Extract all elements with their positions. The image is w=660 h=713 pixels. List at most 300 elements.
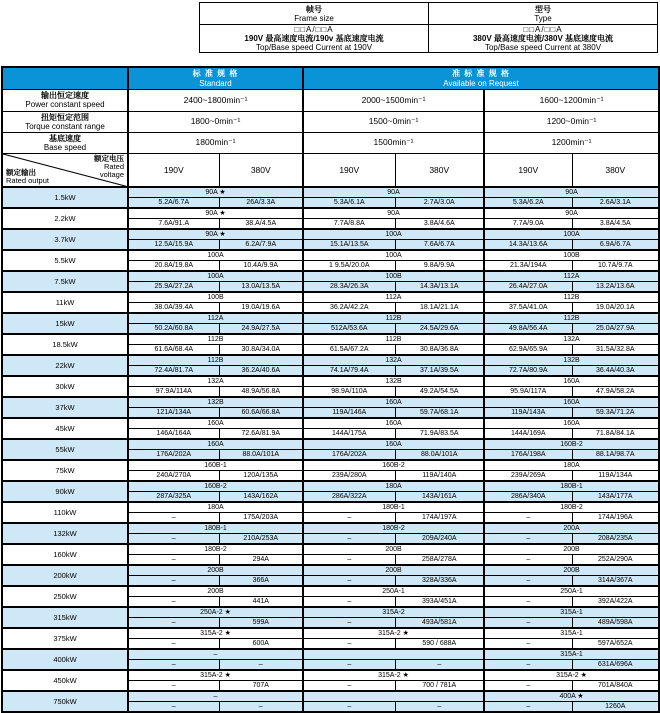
current-cell: 19.0A/20.1A xyxy=(572,303,659,314)
frame-size-cell: 160A xyxy=(484,418,659,429)
torque-constant-range-label xyxy=(2,111,128,132)
current-cell: 10.4A/9.9A xyxy=(219,261,303,272)
frame-size-cell: 315A-2 ★ xyxy=(484,670,659,681)
frame-size-cell: 132A xyxy=(484,334,659,345)
frame-size-row xyxy=(2,649,659,660)
current-cell: 120A/135A xyxy=(219,471,303,482)
base-speed-cn: 基底速度 xyxy=(49,133,81,143)
voltage-col-4: 380V xyxy=(395,153,484,187)
current-cell: 88.1A/98.7A xyxy=(572,450,659,461)
frame-size-cell: 160A xyxy=(128,439,303,450)
frame-size-row xyxy=(2,691,659,702)
frame-size-title-cn: 帧号 xyxy=(306,4,322,14)
frame-size-cell: 200B xyxy=(128,586,303,597)
current-cell: 36.2A/42.2A xyxy=(303,303,395,314)
frame-size-row xyxy=(2,481,659,492)
current-cell: – xyxy=(303,555,395,566)
frame-size-cell: 90A xyxy=(303,208,484,219)
current-cell: – xyxy=(128,660,219,671)
current-cell: 314A/367A xyxy=(572,576,659,587)
frame-size-row xyxy=(2,229,659,240)
current-cell: 30.8A/36.8A xyxy=(395,345,484,356)
frame-size-cell: 100A xyxy=(128,271,303,282)
frame-size-row xyxy=(2,208,659,219)
rated-output-value: 11kW xyxy=(2,292,128,313)
rated-output-value: 200kW xyxy=(2,565,128,586)
frame-size-row xyxy=(2,292,659,303)
frame-size-cell: 132B xyxy=(128,397,303,408)
current-cell: – xyxy=(484,660,572,671)
frame-size-cell: 160A xyxy=(303,439,484,450)
rated-output-en: Rated output xyxy=(6,176,49,185)
current-cell: 119A/140A xyxy=(395,471,484,482)
torque-constant-range-en: Torque constant range xyxy=(25,121,105,131)
current-cell: – xyxy=(484,681,572,692)
current-cell: – xyxy=(484,534,572,545)
torque-range-request-2: 1200~0min⁻¹ xyxy=(484,111,659,132)
frame-size-cell: 180A xyxy=(484,460,659,471)
base-speed-label xyxy=(2,132,128,153)
current-cell: 59.3A/71.2A xyxy=(572,408,659,419)
current-cell: 143A/162A xyxy=(219,492,303,503)
current-cell: 176A/202A xyxy=(128,450,219,461)
diagonal-corner-cell xyxy=(2,153,128,187)
frame-size-cell: 132B xyxy=(484,355,659,366)
frame-size-row xyxy=(2,607,659,618)
current-cell: – xyxy=(303,639,395,650)
current-cell: 258A/278A xyxy=(395,555,484,566)
current-cell: 6.2A/7.9A xyxy=(219,240,303,251)
rated-output-label xyxy=(6,169,49,186)
frame-size-cell: 112A xyxy=(484,271,659,282)
current-cell: 144A/175A xyxy=(303,429,395,440)
current-cell: 590 / 688A xyxy=(395,639,484,650)
type-desc-en: Top/Base speed Current at 380V xyxy=(484,43,602,52)
frame-size-cell: 132A xyxy=(303,355,484,366)
rated-output-value: 750kW xyxy=(2,691,128,712)
voltage-col-5: 190V xyxy=(484,153,572,187)
current-cell: 7.6A/6.7A xyxy=(395,240,484,251)
rated-output-value: 7.5kW xyxy=(2,271,128,292)
current-cell: 294A xyxy=(219,555,303,566)
current-cell: – xyxy=(484,555,572,566)
current-cell: 143A/177A xyxy=(572,492,659,503)
current-cell: 62.9A/65.9A xyxy=(484,345,572,356)
frame-size-cell: 160B-2 xyxy=(128,481,303,492)
current-cell: 20.8A/19.8A xyxy=(128,261,219,272)
type-desc-cn: 380V 最高速度电流/380V 基底速度电流 xyxy=(472,34,614,43)
frame-size-row xyxy=(2,670,659,681)
current-cell: 71.8A/84.1A xyxy=(572,429,659,440)
current-cell: – xyxy=(219,660,303,671)
current-cell: 5.2A/6.7A xyxy=(128,198,219,209)
current-cell: 209A/240A xyxy=(395,534,484,545)
rated-voltage-en2: voltage xyxy=(99,170,124,179)
current-cell: – xyxy=(484,639,572,650)
rated-output-value: 110kW xyxy=(2,502,128,523)
base-speed-en: Base speed xyxy=(43,142,87,152)
current-cell: – xyxy=(303,576,395,587)
frame-size-cell: 100A xyxy=(484,229,659,240)
current-cell: – xyxy=(219,702,303,713)
current-cell: 12.5A/15.9A xyxy=(128,240,219,251)
group-on-request-cn: 准 标 准 规 格 xyxy=(452,68,510,78)
current-cell: 176A/202A xyxy=(303,450,395,461)
frame-size-cell: 160A xyxy=(303,418,484,429)
power-speed-request-1: 2000~1500min⁻¹ xyxy=(303,89,484,111)
legend-type-title xyxy=(429,3,657,24)
current-cell: 1 9.5A/20.0A xyxy=(303,261,395,272)
voltage-col-1: 190V xyxy=(128,153,219,187)
current-cell: – xyxy=(484,597,572,608)
current-cell: 25.9A/27.2A xyxy=(128,282,219,293)
current-cell: 48.9A/56.8A xyxy=(219,387,303,398)
current-cell: 599A xyxy=(219,618,303,629)
current-cell: 143A/161A xyxy=(395,492,484,503)
type-title-cn: 型号 xyxy=(535,4,551,14)
frame-size-cell: 112B xyxy=(128,334,303,345)
current-cell: 98.9A/110A xyxy=(303,387,395,398)
frame-size-cell: 315A-2 ★ xyxy=(303,670,484,681)
frame-size-row xyxy=(2,334,659,345)
frame-size-cell: 90A xyxy=(303,187,484,198)
current-cell: 13.0A/13.5A xyxy=(219,282,303,293)
frame-size-cell: 250A-2 ★ xyxy=(128,607,303,618)
frame-size-cell: 180B-2 xyxy=(484,502,659,513)
current-cell: – xyxy=(128,513,219,524)
frame-size-cell: 100B xyxy=(484,250,659,261)
voltage-col-6: 380V xyxy=(572,153,659,187)
current-cell: 25.0A/27.9A xyxy=(572,324,659,335)
frame-size-row xyxy=(2,628,659,639)
frame-size-row xyxy=(2,565,659,576)
rated-output-value: 75kW xyxy=(2,460,128,481)
frame-size-row xyxy=(2,418,659,429)
current-cell: – xyxy=(128,618,219,629)
current-cell: 97.9A/114A xyxy=(128,387,219,398)
current-cell: 60.6A/66.8A xyxy=(219,408,303,419)
current-cell: 441A xyxy=(219,597,303,608)
current-cell: 175A/203A xyxy=(219,513,303,524)
legend-title-row xyxy=(200,3,657,25)
current-cell: 13.2A/13.6A xyxy=(572,282,659,293)
current-cell: 30.8A/34.0A xyxy=(219,345,303,356)
power-speed-request-2: 1600~1200min⁻¹ xyxy=(484,89,659,111)
power-constant-speed-cn: 输出恒定速度 xyxy=(41,91,89,100)
frame-size-cell: 160B-2 xyxy=(303,460,484,471)
current-cell: 15.1A/13.5A xyxy=(303,240,395,251)
current-cell: 95.9A/117A xyxy=(484,387,572,398)
frame-size-row xyxy=(2,355,659,366)
rated-output-value: 55kW xyxy=(2,439,128,460)
frame-size-row xyxy=(2,250,659,261)
current-cell: 7.7A/9.0A xyxy=(484,219,572,230)
torque-range-request-1: 1500~0min⁻¹ xyxy=(303,111,484,132)
current-cell: – xyxy=(395,702,484,713)
frame-size-row xyxy=(2,187,659,198)
frame-size-row xyxy=(2,523,659,534)
frame-size-cell: 90A xyxy=(484,187,659,198)
current-cell: 489A/598A xyxy=(572,618,659,629)
current-cell: 9.8A/9.9A xyxy=(395,261,484,272)
frame-size-row xyxy=(2,397,659,408)
rated-output-value: 132kW xyxy=(2,523,128,544)
current-cell: 31.5A/32.8A xyxy=(572,345,659,356)
current-cell: – xyxy=(128,576,219,587)
legend-frame-size-title xyxy=(200,3,429,24)
frame-size-cell: 100B xyxy=(128,292,303,303)
current-cell: – xyxy=(303,618,395,629)
current-cell: – xyxy=(303,681,395,692)
legend-frame-size-desc xyxy=(200,25,429,52)
current-cell: 239A/269A xyxy=(484,471,572,482)
current-cell: 2.6A/3.1A xyxy=(572,198,659,209)
current-cell: 7.7A/8.8A xyxy=(303,219,395,230)
rated-output-value: 315kW xyxy=(2,607,128,628)
current-cell: – xyxy=(128,597,219,608)
frame-size-row xyxy=(2,271,659,282)
frame-size-cell: 200B xyxy=(128,565,303,576)
frame-size-cell: 160B-2 xyxy=(484,439,659,450)
rated-output-value: 450kW xyxy=(2,670,128,691)
frame-size-cell: 180B-2 xyxy=(128,544,303,555)
frame-size-cell: 100B xyxy=(303,271,484,282)
current-cell: 74.1A/79.4A xyxy=(303,366,395,377)
rated-output-value: 160kW xyxy=(2,544,128,565)
frame-size-cell: – xyxy=(128,649,303,660)
current-cell: 631A/696A xyxy=(572,660,659,671)
current-cell: 72.6A/81.9A xyxy=(219,429,303,440)
current-cell: 252A/290A xyxy=(572,555,659,566)
frame-size-cell: 112B xyxy=(128,355,303,366)
current-cell: 18.1A/21.1A xyxy=(395,303,484,314)
current-cell: 512A/53.6A xyxy=(303,324,395,335)
rated-output-value: 30kW xyxy=(2,376,128,397)
frame-size-cell: 315A-2 ★ xyxy=(303,628,484,639)
current-cell: 38.A/4.5A xyxy=(219,219,303,230)
frame-size-cell: 90A ★ xyxy=(128,229,303,240)
rated-output-value: 15kW xyxy=(2,313,128,334)
frame-size-cell: 180B-1 xyxy=(128,523,303,534)
current-cell: – xyxy=(303,513,395,524)
legend-desc-row xyxy=(200,25,657,52)
frame-size-cell: 132B xyxy=(303,376,484,387)
voltage-col-2: 380V xyxy=(219,153,303,187)
frame-size-cell: 132A xyxy=(128,376,303,387)
current-cell: 208A/235A xyxy=(572,534,659,545)
current-cell: – xyxy=(303,660,395,671)
frame-size-desc-cn: 190V 最高速度电流/190v 基底速度电流 xyxy=(244,34,384,43)
rated-output-value: 2.2kW xyxy=(2,208,128,229)
frame-size-cell: 100A xyxy=(128,250,303,261)
power-constant-speed-row xyxy=(2,89,659,111)
current-cell: 28.3A/26.3A xyxy=(303,282,395,293)
frame-size-cell: 100A xyxy=(303,250,484,261)
frame-size-row xyxy=(2,313,659,324)
frame-size-cell: 100A xyxy=(303,229,484,240)
current-cell: 119A/146A xyxy=(303,408,395,419)
frame-size-cell: 112B xyxy=(303,313,484,324)
frame-size-cell: 180B-2 xyxy=(303,523,484,534)
rated-output-cn: 额定输出 xyxy=(6,167,36,177)
current-cell: – xyxy=(128,555,219,566)
current-cell: 119A/134A xyxy=(572,471,659,482)
current-cell: 600A xyxy=(219,639,303,650)
frame-size-cell: 200B xyxy=(303,544,484,555)
current-cell: 88.0A/101A xyxy=(395,450,484,461)
frame-size-cell: 112A xyxy=(128,313,303,324)
frame-size-cell: 250A-1 xyxy=(484,586,659,597)
base-speed-standard: 1800min⁻¹ xyxy=(128,132,303,153)
rated-output-value: 250kW xyxy=(2,586,128,607)
rated-output-value: 1.5kW xyxy=(2,187,128,208)
current-cell: 240A/270A xyxy=(128,471,219,482)
frame-size-cell: 112B xyxy=(484,313,659,324)
current-cell: 24.5A/29.6A xyxy=(395,324,484,335)
current-cell: 144A/169A xyxy=(484,429,572,440)
current-cell: 3.8A/4.5A xyxy=(572,219,659,230)
frame-size-cell: 160A xyxy=(303,397,484,408)
current-cell: 61.6A/68.4A xyxy=(128,345,219,356)
frame-size-cell: 160A xyxy=(484,376,659,387)
power-constant-speed-label xyxy=(2,89,128,111)
frame-size-cell: 315A-2 ★ xyxy=(128,628,303,639)
frame-size-cell: 112B xyxy=(303,334,484,345)
group-on-request-en: Available on Request xyxy=(443,78,519,88)
current-cell: 61.5A/67.2A xyxy=(303,345,395,356)
frame-size-cell: 200B xyxy=(303,565,484,576)
frame-size-cell: 160A xyxy=(484,397,659,408)
current-cell: 72.7A/80.9A xyxy=(484,366,572,377)
current-cell: 239A/280A xyxy=(303,471,395,482)
frame-size-cell: 180A xyxy=(128,502,303,513)
rated-output-value: 37kW xyxy=(2,397,128,418)
current-cell: 7.6A/91.A xyxy=(128,219,219,230)
current-cell: 37.5A/41.0A xyxy=(484,303,572,314)
current-cell: 119A/143A xyxy=(484,408,572,419)
current-cell: – xyxy=(128,639,219,650)
rated-output-value: 400kW xyxy=(2,649,128,670)
current-cell: 47.9A/58.2A xyxy=(572,387,659,398)
current-cell: 24.9A/27.5A xyxy=(219,324,303,335)
rated-output-value: 375kW xyxy=(2,628,128,649)
current-cell: 36.2A/40.6A xyxy=(219,366,303,377)
rated-voltage-cn: 额定电压 xyxy=(94,153,124,163)
torque-constant-range-cn: 扭矩恒定范围 xyxy=(41,112,89,122)
group-standard-cn: 标 准 规 格 xyxy=(192,68,239,78)
current-cell: 366A xyxy=(219,576,303,587)
power-speed-standard: 2400~1800min⁻¹ xyxy=(128,89,303,111)
frame-size-desc-en: Top/Base speed Current at 190V xyxy=(255,43,373,52)
frame-size-cell: 400A ★ xyxy=(484,691,659,702)
current-cell: 71.9A/83.5A xyxy=(395,429,484,440)
rated-output-value: 5.5kW xyxy=(2,250,128,271)
current-cell: 701A/840A xyxy=(572,681,659,692)
current-cell: 59.7A/68.1A xyxy=(395,408,484,419)
spec-table xyxy=(1,66,660,713)
frame-size-cell: 90A ★ xyxy=(128,208,303,219)
rated-voltage-label xyxy=(94,155,124,180)
current-cell: 37.1A/39.5A xyxy=(395,366,484,377)
frame-size-cell: 112B xyxy=(484,292,659,303)
current-cell: 493A/581A xyxy=(395,618,484,629)
frame-size-cell: 200A xyxy=(484,523,659,534)
frame-size-cell: 250A-1 xyxy=(303,586,484,597)
torque-range-standard: 1800~0min⁻¹ xyxy=(128,111,303,132)
base-speed-request-2: 1200min⁻¹ xyxy=(484,132,659,153)
current-cell: 26A/3.3A xyxy=(219,198,303,209)
current-cell: 14.3A/13.1A xyxy=(395,282,484,293)
current-cell: – xyxy=(128,702,219,713)
current-cell: 392A/422A xyxy=(572,597,659,608)
rated-output-value: 22kW xyxy=(2,355,128,376)
current-cell: 38.0A/39.4A xyxy=(128,303,219,314)
current-cell: – xyxy=(484,513,572,524)
frame-size-cell: – xyxy=(128,691,303,702)
current-cell: 88.0A/101A xyxy=(219,450,303,461)
frame-size-cell: 160A xyxy=(128,418,303,429)
voltage-header-row xyxy=(2,153,659,187)
current-cell: – xyxy=(395,660,484,671)
base-speed-request-1: 1500min⁻¹ xyxy=(303,132,484,153)
current-cell: 700 / 781A xyxy=(395,681,484,692)
group-on-request xyxy=(303,67,659,89)
frame-size-cell xyxy=(303,691,484,702)
current-cell: 597A/652A xyxy=(572,639,659,650)
frame-size-cell: 315A-2 ★ xyxy=(128,670,303,681)
current-cell: 1260A xyxy=(572,702,659,713)
current-cell: 6.9A/6.7A xyxy=(572,240,659,251)
frame-size-row xyxy=(2,586,659,597)
current-cell: 121A/134A xyxy=(128,408,219,419)
legend-box xyxy=(199,2,658,53)
frame-size-row xyxy=(2,460,659,471)
current-cell: 3.8A/4.6A xyxy=(395,219,484,230)
frame-size-cell: 180B-1 xyxy=(484,481,659,492)
current-cell: 146A/164A xyxy=(128,429,219,440)
current-cell: 49.2A/54.5A xyxy=(395,387,484,398)
current-cell: 286A/322A xyxy=(303,492,395,503)
frame-size-code: □□A/□□A xyxy=(294,25,334,34)
current-cell: – xyxy=(128,681,219,692)
frame-size-cell: 112A xyxy=(303,292,484,303)
current-cell: – xyxy=(484,618,572,629)
frame-size-cell: 200B xyxy=(484,544,659,555)
frame-size-row xyxy=(2,439,659,450)
legend-type-desc xyxy=(429,25,657,52)
frame-size-cell: 90A xyxy=(484,208,659,219)
spec-table-body xyxy=(2,187,659,712)
rated-voltage-en1: Rated xyxy=(103,162,124,171)
frame-size-cell: 315A-2 xyxy=(303,607,484,618)
frame-size-cell: 180A xyxy=(303,481,484,492)
frame-size-cell: 180B-1 xyxy=(303,502,484,513)
current-cell: 5.3A/6.2A xyxy=(484,198,572,209)
type-title-en: Type xyxy=(534,13,552,23)
group-standard-en: Standard xyxy=(199,78,232,88)
current-cell: 393A/451A xyxy=(395,597,484,608)
torque-constant-range-row xyxy=(2,111,659,132)
current-cell: 26.4A/27.0A xyxy=(484,282,572,293)
current-cell: 10.7A/9.7A xyxy=(572,261,659,272)
group-standard xyxy=(128,67,303,89)
current-cell: – xyxy=(303,597,395,608)
frame-size-title-en: Frame size xyxy=(294,13,334,23)
frame-size-row xyxy=(2,376,659,387)
current-cell: 174A/196A xyxy=(572,513,659,524)
frame-size-cell: 315A-1 xyxy=(484,649,659,660)
frame-size-cell: 90A ★ xyxy=(128,187,303,198)
